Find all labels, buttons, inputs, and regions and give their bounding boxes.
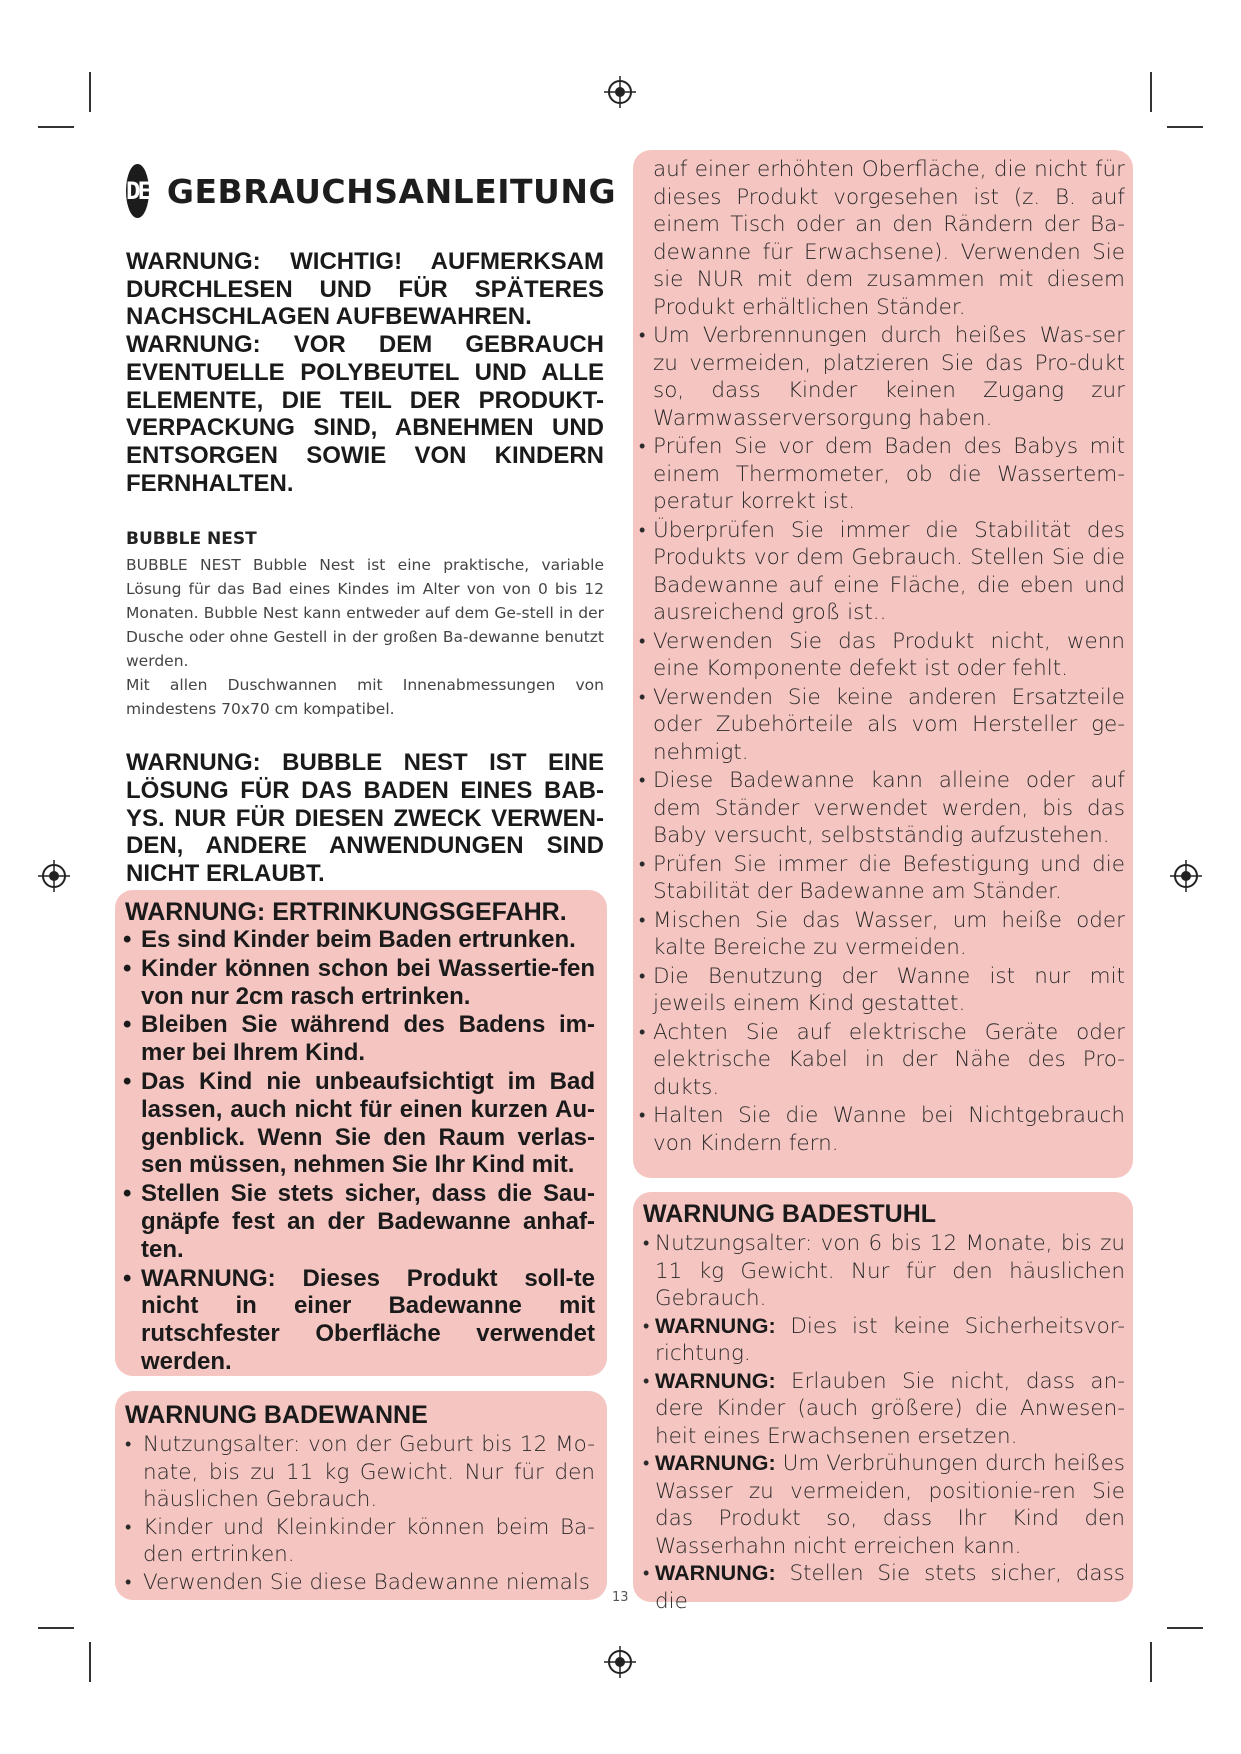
list-item: • Nutzungsalter: von 6 bis 12 Monate, bis zu 11 kg Gewicht. Nur für den häuslichen Gebrauch. [643,1230,1125,1313]
list-item [643,1313,1125,1368]
list-item-text: Um Verbrühungen durch heißes Wasser zu vermeiden, positionie-ren Sie das Produkt so, dass Ihr Kind den Wasserhahn nicht erreichen kann. [655,1451,1126,1559]
list-item [643,1368,1125,1451]
continuation-text: auf einer erhöhten Oberfläche, die nicht für dieses Produkt vorgesehen ist (z. B. auf einem Tisch oder an den Rändern der Ba-dewanne für Erwachsene). Verwenden Sie sie NUR mit dem zusammen mit diesem Produkt erhältlichen Ständer. [653,157,1125,320]
drowning-warning-heading: WARNUNG: ERTRINKUNGSGEFAHR. [125,898,567,926]
list-item: • Halten Sie die Wanne bei Nichtgebrauch von Kindern fern. [653,1102,1125,1157]
list-item: • Die Benutzung der Wanne ist nur mit jeweils einem Kind gestattet. [653,963,1125,1018]
list-item-text: Dies ist keine Sicherheitsvor-richtung. [655,1313,1125,1366]
list-item: • Prüfen Sie vor dem Baden des Babys mit einem Thermometer, ob die Wassertem-peratur korrekt ist. [653,433,1125,516]
warning-label: WARNUNG: [655,1451,776,1475]
registration-mark-icon [604,1646,636,1678]
registration-mark-icon [38,860,70,892]
crop-mark-tr-v [1150,72,1152,112]
list-item: • Prüfen Sie immer die Befestigung und die Stabilität der Badewanne am Ständer. [653,851,1125,906]
warning-label: WARNUNG: [655,1313,776,1338]
list-item: • Kinder können schon bei Wassertie-fen von nur 2cm rasch ertrinken. [125,955,595,1011]
list-item: • Überprüfen Sie immer die Stabilität des Produkts vor dem Gebrauch. Stellen Sie die Badewanne auf eine Fläche, die eben und ausreichend groß ist.. [653,517,1125,627]
bathtub-warning-box [115,1391,607,1600]
bubble-nest-description: BUBBLE NEST Bubble Nest ist eine praktische, variable Lösung für das Bad eines Kindes im Alter von von 0 bis 12 Monaten. Bubble Nest kann entweder auf dem Ge-stell in der Dusche oder ohne Gestell in der großen Ba-dewanne benutzt werden. [126,556,604,671]
list-item: • Nutzungsalter: von der Geburt bis 12 Mo-nate, bis zu 11 kg Gewicht. Nur für den häuslichen Gebrauch. [125,1431,595,1514]
drowning-warning-box [115,890,607,1376]
list-item: • WARNUNG: Dieses Produkt soll-te nicht in einer Badewanne mit rutschfester Oberfläche verwendet werden. [125,1265,595,1376]
bath-chair-warning-heading: WARNUNG BADESTUHL [643,1200,937,1228]
list-item: • Um Verbrennungen durch heißes Was-ser zu vermeiden, platzieren Sie das Pro-dukt so, dass Kinder keinen Zugang zur Warmwasserversorgung haben. [653,322,1125,432]
crop-mark-br-v [1150,1642,1152,1682]
page-number: 13 [612,1590,629,1605]
list-item: • Mischen Sie das Wasser, um heiße oder kalte Bereiche zu vermeiden. [653,907,1125,962]
crop-mark-tl-v [89,72,91,112]
bath-chair-warning-box [633,1192,1133,1614]
list-item: • Kinder und Kleinkinder können beim Ba-den ertrinken. [125,1514,595,1569]
bathtub-warning-heading: WARNUNG BADEWANNE [125,1401,428,1429]
bathtub-warning-continuation-box [633,150,1133,1178]
warning-read-carefully: WARNUNG: WICHTIG! AUFMERKSAM DURCHLESEN UND FÜR SPÄTERES NACHSCHLAGEN AUFBEWAHREN. [126,248,604,331]
list-item: • Es sind Kinder beim Baden ertrunken. [125,926,595,954]
crop-mark-bl-h [38,1627,74,1629]
title-row [126,160,617,222]
list-item: • Diese Badewanne kann alleine oder auf dem Ständer verwendet werden, bis das Baby versucht, selbstständig aufzustehen. [653,767,1125,850]
list-item: • Achten Sie auf elektrische Geräte oder elektrische Kabel in der Nähe des Pro-dukts. [653,1019,1125,1102]
list-item: • Verwenden Sie keine anderen Ersatzteile oder Zubehörteile als vom Hersteller ge-nehmigt. [653,684,1125,767]
list-item-text: Erlauben Sie nicht, dass an-dere Kinder (auch größere) die Anwesen-heit eines Erwachsenen ersetzen. [655,1368,1125,1449]
list-item [643,1560,1125,1615]
registration-mark-icon [604,76,636,108]
warning-packaging: WARNUNG: VOR DEM GEBRAUCH EVENTUELLE POLYBEUTEL UND ALLE ELEMENTE, DIE TEIL DER PRODUKT-VERPACKUNG SIND, ABNEHMEN UND ENTSORGEN SOWIE VON KINDERN FERNHALTEN. [126,331,604,497]
warning-intended-use: WARNUNG: BUBBLE NEST IST EINE LÖSUNG FÜR DAS BADEN EINES BAB-YS. NUR FÜR DIESEN ZWECK VERWEN-DEN, ANDERE ANWENDUNGEN SIND NICHT ERLAUBT. [126,749,604,888]
bubble-nest-heading: BUBBLE NEST [126,529,257,550]
registration-mark-icon [1170,860,1202,892]
page-title: GEBRAUCHSANLEITUNG [166,171,617,211]
de-language-icon: DE [126,164,149,218]
list-item: • Verwenden Sie diese Badewanne niemals [125,1569,595,1597]
crop-mark-bl-v [89,1642,91,1682]
crop-mark-br-h [1167,1627,1203,1629]
crop-mark-tl-h [38,126,74,128]
list-item [643,1450,1125,1560]
list-item: • Das Kind nie unbeaufsichtigt im Bad lassen, auch nicht für einen kurzen Au-genblick. Wenn Sie den Raum verlas-sen müssen, nehmen Sie Ihr Kind mit. [125,1068,595,1179]
left-column [126,160,617,888]
bubble-nest-compatibility: Mit allen Duschwannen mit Innenabmessungen von mindestens 70x70 cm kompatibel. [126,676,604,719]
list-item-text: Stellen Sie stets sicher, dass die [655,1561,1125,1614]
crop-mark-tr-h [1167,126,1203,128]
list-item: • Bleiben Sie während des Badens im-mer bei Ihrem Kind. [125,1011,595,1067]
list-item: • Stellen Sie stets sicher, dass die Sau-gnäpfe fest an der Badewanne anhaf-ten. [125,1180,595,1263]
warning-label: WARNUNG: [655,1368,776,1393]
list-item: • Verwenden Sie das Produkt nicht, wenn eine Komponente defekt ist oder fehlt. [653,628,1125,683]
warning-label: WARNUNG: [655,1561,776,1585]
